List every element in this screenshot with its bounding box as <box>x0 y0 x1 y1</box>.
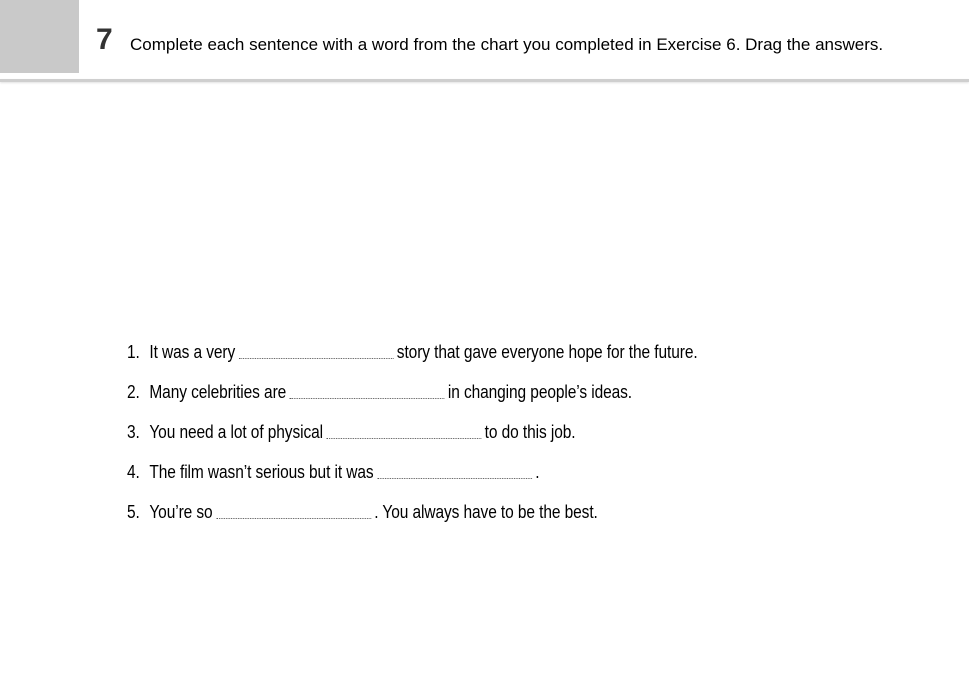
sentence-text-before: You need a lot of physical <box>149 422 323 442</box>
sentence-text-after: story that gave everyone hope for the future. <box>396 342 698 362</box>
sentence-number: 3. <box>127 422 140 442</box>
answer-drop-zone-5[interactable] <box>216 500 371 519</box>
answer-drop-zone-4[interactable] <box>377 460 532 479</box>
sentence-number: 1. <box>127 342 140 362</box>
sentence-text-after: . You always have to be the best. <box>374 502 598 522</box>
sentence-number: 4. <box>127 462 140 482</box>
exercise-instruction: Complete each sentence with a word from the chart you completed in Exercise 6. Drag the answers. <box>130 35 884 54</box>
sentence-3 <box>127 419 698 459</box>
answer-drop-zone-3[interactable] <box>326 420 481 439</box>
sentence-list <box>127 339 790 539</box>
sentence-5 <box>127 499 698 539</box>
sentence-number: 2. <box>127 382 140 402</box>
header-accent-block <box>0 0 79 73</box>
header-divider <box>0 79 969 82</box>
sentence-4 <box>127 459 698 499</box>
sentence-text-before: You’re so <box>149 502 213 522</box>
answer-drop-zone-1[interactable] <box>239 340 394 359</box>
sentence-1 <box>127 339 698 379</box>
exercise-header <box>0 0 969 78</box>
sentence-text-before: It was a very <box>149 342 236 362</box>
sentence-text-before: Many celebrities are <box>149 382 287 402</box>
sentence-text-after: in changing people’s ideas. <box>447 382 633 402</box>
sentence-text-after: . <box>535 462 540 482</box>
sentence-text-after: to do this job. <box>484 422 576 442</box>
sentence-text-before: The film wasn’t serious but it was <box>149 462 374 482</box>
sentence-2 <box>127 379 698 419</box>
sentence-number: 5. <box>127 502 140 522</box>
exercise-number: 7 <box>96 23 113 56</box>
answer-drop-zone-2[interactable] <box>290 380 445 399</box>
